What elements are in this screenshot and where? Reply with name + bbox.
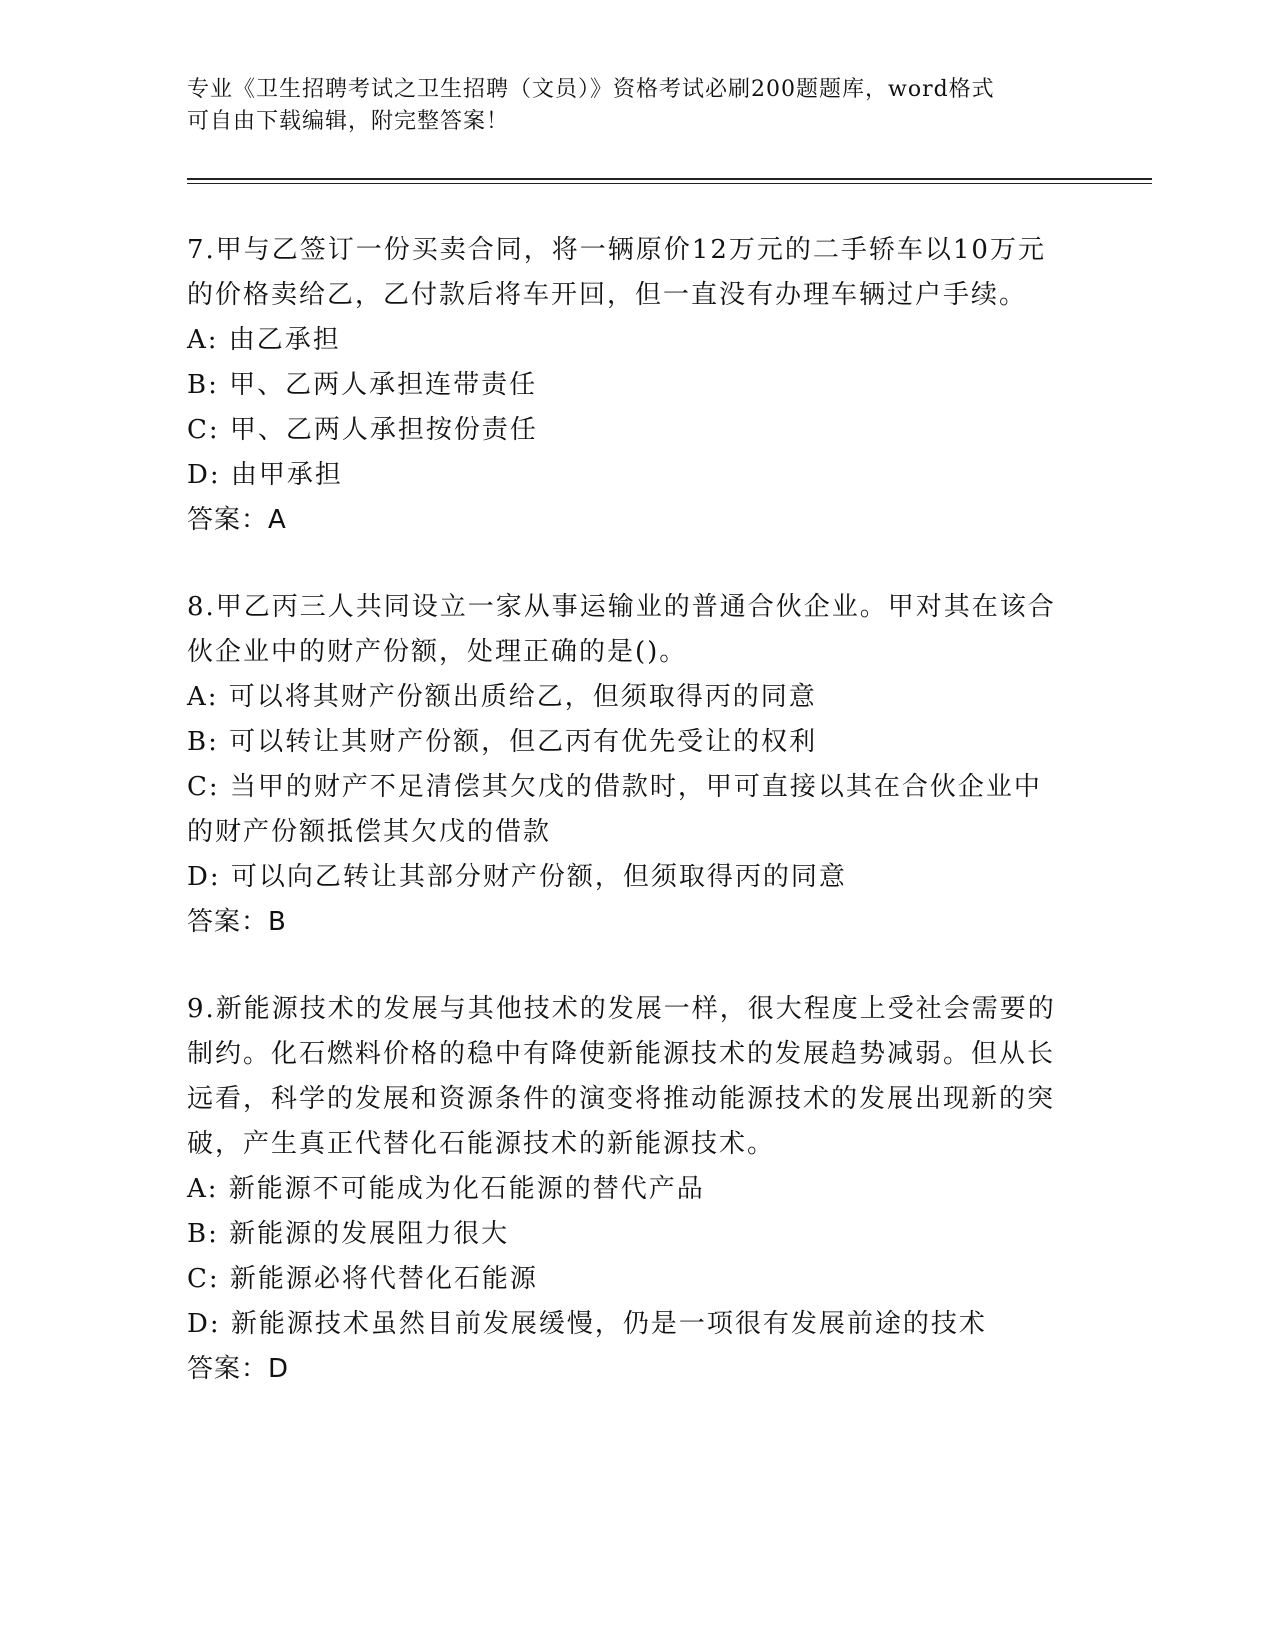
option-d: D: 新能源技术虽然目前发展缓慢，仍是一项很有发展前途的技术 bbox=[187, 1309, 987, 1339]
option-a: A: 可以将其财产份额出质给乙，但须取得丙的同意 bbox=[187, 682, 817, 712]
option-b: B: 可以转让其财产份额，但乙丙有优先受让的权利 bbox=[187, 727, 818, 757]
answer-line: 答案：B bbox=[187, 907, 287, 937]
option-c: C: 当甲的财产不足清偿其欠戊的借款时，甲可直接以其在合伙企业中的财产份额抵偿其欠戊的借款 bbox=[187, 772, 1042, 847]
question-list bbox=[187, 228, 1067, 1434]
option-a: A: 由乙承担 bbox=[187, 325, 341, 355]
question-text: 9.新能源技术的发展与其他技术的发展一样，很大程度上受社会需要的制约。化石燃料价格的稳中有降使新能源技术的发展趋势减弱。但从长远看，科学的发展和资源条件的演变将推动能源技术的发展出现新的突破，产生真正代替化石能源技术的新能源技术。 bbox=[187, 994, 1056, 1159]
question-text: 7.甲与乙签订一份买卖合同，将一辆原价12万元的二手轿车以10万元的价格卖给乙，乙付款后将车开回，但一直没有办理车辆过户手续。 bbox=[187, 235, 1046, 310]
option-d: D: 由甲承担 bbox=[187, 460, 343, 490]
option-c: C: 新能源必将代替化石能源 bbox=[187, 1264, 538, 1294]
header-divider bbox=[187, 178, 1152, 184]
answer-line: 答案：A bbox=[187, 505, 287, 535]
option-d: D: 可以向乙转让其部分财产份额，但须取得丙的同意 bbox=[187, 862, 847, 892]
option-b: B: 新能源的发展阻力很大 bbox=[187, 1219, 510, 1249]
option-a: A: 新能源不可能成为化石能源的替代产品 bbox=[187, 1174, 705, 1204]
option-b: B: 甲、乙两人承担连带责任 bbox=[187, 370, 538, 400]
question-9 bbox=[187, 987, 1067, 1392]
option-c: C: 甲、乙两人承担按份责任 bbox=[187, 415, 538, 445]
question-7 bbox=[187, 228, 1067, 543]
header-line-2: 可自由下载编辑，附完整答案！ bbox=[187, 109, 510, 134]
header-line-1: 专业《卫生招聘考试之卫生招聘（文员）》资格考试必刷200题题库，word格式 bbox=[187, 77, 995, 102]
question-text: 8.甲乙丙三人共同设立一家从事运输业的普通合伙企业。甲对其在该合伙企业中的财产份额，处理正确的是()。 bbox=[187, 592, 1056, 667]
question-8 bbox=[187, 585, 1067, 945]
document-header bbox=[187, 74, 1067, 138]
answer-line: 答案：D bbox=[187, 1354, 290, 1384]
